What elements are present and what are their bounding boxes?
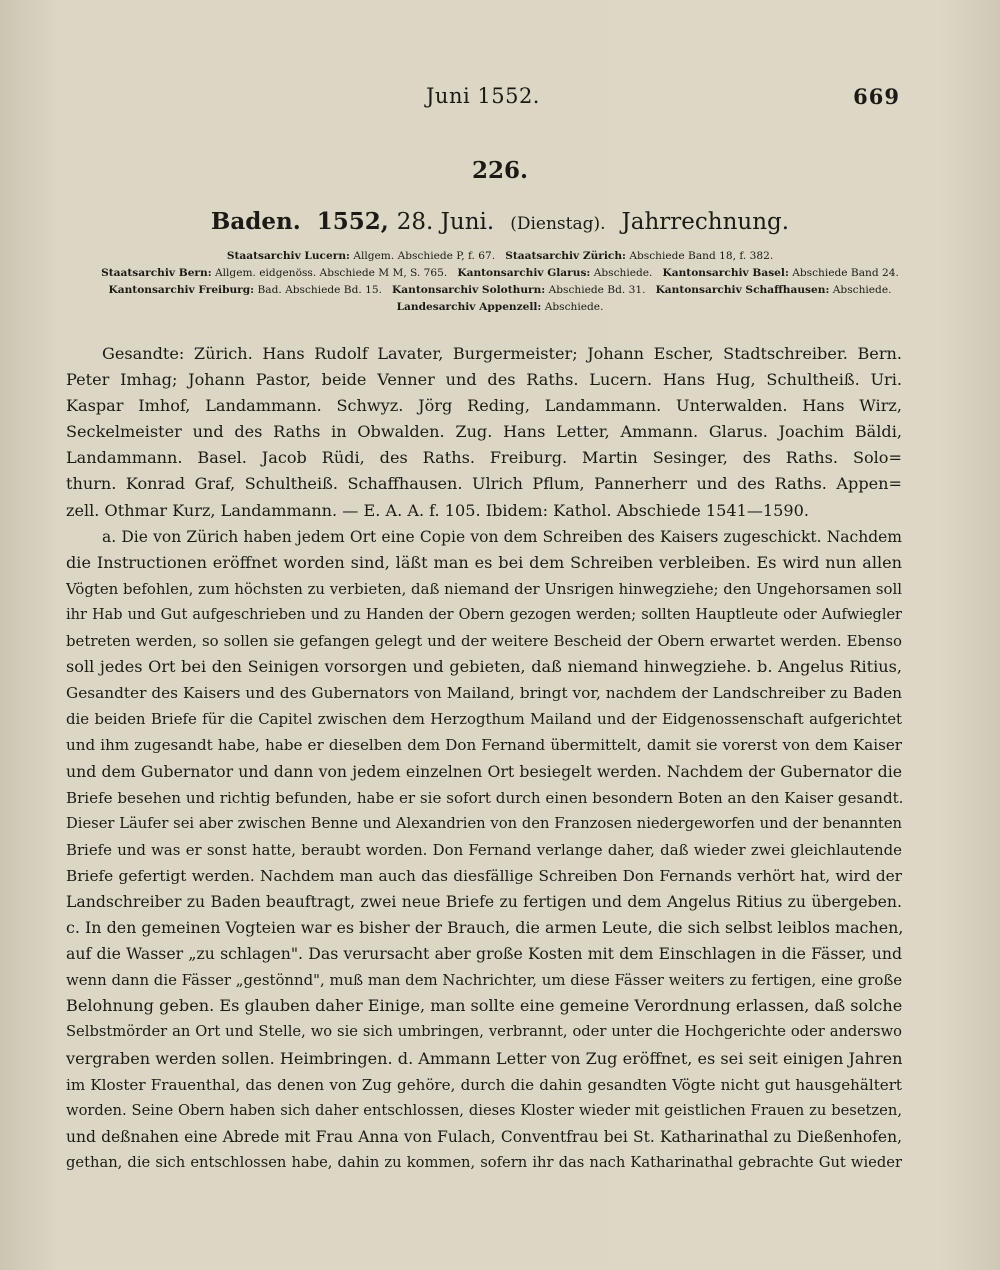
archive-detail: Allgem. Abschiede P, f. 67. [353, 250, 496, 262]
title-date: 28. Juni. [396, 209, 495, 235]
document-number: 226. [471, 157, 529, 184]
document-title [0, 208, 1000, 235]
text-line: die Instructionen eröffnet worden sind, läßt man es bei dem Schreiben verbleiben. Es wird nun allen [66, 552, 902, 572]
archive-name: Staatsarchiv Bern: [101, 267, 212, 279]
archive-name: Kantonsarchiv Solothurn: [392, 284, 546, 296]
archive-detail: Abschiede. [544, 301, 604, 313]
text-line: im Kloster Frauenthal, das denen von Zug gehöre, durch die dahin gesandten Vögte nicht gut hausgehältert [66, 1075, 902, 1094]
body-text [66, 341, 902, 1176]
text-line: c. In den gemeinen Vogteien war es bisher der Brauch, die armen Leute, die sich selbst leiblos machen, [66, 918, 904, 938]
text-line: Briefe gefertigt werden. Nachdem man auch das diesfällige Schreiben Don Fernands verhört hat, wird der [66, 866, 902, 885]
header-date: Juni 1552. [426, 84, 540, 108]
archive-detail: Allgem. eidgenöss. Abschiede M M, S. 765. [215, 267, 448, 279]
text-line: Briefe besehen und richtig befunden, habe er sie sofort durch einen besondern Boten an den Kaiser gesandt. [66, 788, 904, 807]
running-header [66, 84, 900, 114]
text-line: und ihm zugesandt habe, habe er dieselben dem Don Fernand übermittelt, damit sie vorerst von dem Kaiser [66, 736, 902, 755]
title-place: Baden. [210, 208, 301, 235]
text-line: Landschreiber zu Baden beauftragt, zwei neue Briefe zu fertigen und dem Angelus Ritius zu übergeben. [66, 891, 902, 911]
text-line: betreten werden, so sollen sie gefangen gelegt und der weitere Bescheid der Obern erwartet werden. Ebenso [66, 632, 902, 651]
text-line: auf die Wasser „zu schlagen". Das verursacht aber große Kosten mit dem Einschlagen in die Fässer, und [66, 944, 902, 964]
archive-name: Kantonsarchiv Glarus: [457, 267, 591, 279]
archive-sources [60, 248, 940, 316]
text-line: Kaspar Imhof, Landammann. Schwyz. Jörg Reding, Landammann. Unterwalden. Hans Wirz, [66, 396, 902, 416]
title-weekday: (Dienstag). [510, 214, 606, 234]
text-line: und deßnahen eine Abrede mit Frau Anna von Fulach, Conventfrau bei St. Katharinathal zu Dießenhofen, [66, 1127, 902, 1146]
archive-row [60, 282, 940, 299]
text-line: Dieser Läufer sei aber zwischen Benne und Alexandrien von den Franzosen niedergeworfen und der benannten [66, 814, 902, 832]
title-type: Jahrrechnung. [621, 209, 790, 235]
archive-name: Kantonsarchiv Basel: [662, 267, 789, 279]
page-number: 669 [853, 84, 900, 109]
text-line: worden. Seine Obern haben sich daher entschlossen, dieses Kloster wieder mit geistlichen Frauen zu besetzen, [66, 1101, 902, 1119]
text-line: zell. Othmar Kurz, Landammann. — E. A. A. f. 105. Ibidem: Kathol. Abschiede 1541—1590. [66, 500, 809, 520]
text-line: Vögten befohlen, zum höchsten zu verbieten, daß niemand der Unsrigen hinwegziehe; den Ungehorsamen soll [66, 579, 903, 598]
archive-name: Staatsarchiv Zürich: [505, 250, 626, 262]
archive-detail: Abschiede Bd. 31. [548, 284, 646, 296]
text-line: wenn dann die Fässer „gestönnd", muß man dem Nachrichter, um diese Fässer weiters zu fertigen, eine große [66, 971, 903, 990]
archive-detail: Bad. Abschiede Bd. 15. [257, 284, 382, 296]
text-line: vergraben werden sollen. Heimbringen. d. Ammann Letter von Zug eröffnet, es sei seit einigen Jahren [66, 1048, 903, 1068]
text-line: Briefe und was er sonst hatte, beraubt worden. Don Fernand verlange daher, daß wieder zwei gleichlautende [66, 840, 902, 859]
text-line: gethan, die sich entschlossen habe, dahin zu kommen, sofern ihr das nach Katharinathal gebrachte Gut wieder [66, 1153, 902, 1171]
text-line: soll jedes Ort bei den Seinigen vorsorgen und gebieten, daß niemand hinwegziehe. b. Angelus Ritius, [66, 657, 902, 677]
archive-name: Kantonsarchiv Schaffhausen: [655, 284, 830, 296]
archive-detail: Abschiede. [593, 267, 653, 279]
archive-name: Landesarchiv Appenzell: [396, 301, 542, 313]
text-line: Gesandte: Zürich. Hans Rudolf Lavater, Burgermeister; Johann Escher, Stadtschreiber. Bern. [102, 344, 902, 363]
text-line: thurn. Konrad Graf, Schultheiß. Schaffhausen. Ulrich Pflum, Pannerherr und des Raths. Appen= [66, 474, 902, 494]
text-line: a. Die von Zürich haben jedem Ort eine Copie von dem Schreiben des Kaisers zugeschickt. Nachdem [102, 527, 902, 546]
archive-row [60, 248, 940, 265]
archive-row [60, 265, 940, 282]
text-line: und dem Gubernator und dann von jedem einzelnen Ort besiegelt werden. Nachdem der Gubernator die [66, 761, 902, 781]
archive-row [60, 299, 940, 316]
text-line: Belohnung geben. Es glauben daher Einige, man sollte eine gemeine Verordnung erlassen, daß solche [66, 996, 903, 1016]
archive-name: Staatsarchiv Lucern: [226, 250, 350, 262]
text-line: Selbstmörder an Ort und Stelle, wo sie sich umbringen, verbrannt, oder unter die Hochgerichte oder anderswo [66, 1023, 902, 1041]
archive-detail: Abschiede Band 18, f. 382. [629, 250, 774, 262]
archive-detail: Abschiede Band 24. [792, 267, 899, 279]
text-line: Peter Imhag; Johann Pastor, beide Venner und des Raths. Lucern. Hans Hug, Schultheiß. Uri. [66, 370, 902, 390]
title-year: 1552, [316, 208, 389, 235]
text-line: Gesandter des Kaisers und des Gubernators von Mailand, bringt vor, nachdem der Landschreiber zu Baden [66, 684, 902, 703]
archive-detail: Abschiede. [832, 284, 892, 296]
text-line: ihr Hab und Gut aufgeschrieben und zu Handen der Obern gezogen werden; sollten Hauptleute oder Aufwiegler [66, 606, 902, 623]
text-line: die beiden Briefe für die Capitel zwischen dem Herzogthum Mailand und der Eidgenossenschaft aufgerichtet [66, 710, 902, 729]
archive-name: Kantonsarchiv Freiburg: [108, 284, 255, 296]
text-line: Landammann. Basel. Jacob Rüdi, des Raths. Freiburg. Martin Sesinger, des Raths. Solo= [66, 448, 902, 468]
text-line: Seckelmeister und des Raths in Obwalden. Zug. Hans Letter, Ammann. Glarus. Joachim Bäldi, [66, 422, 902, 442]
